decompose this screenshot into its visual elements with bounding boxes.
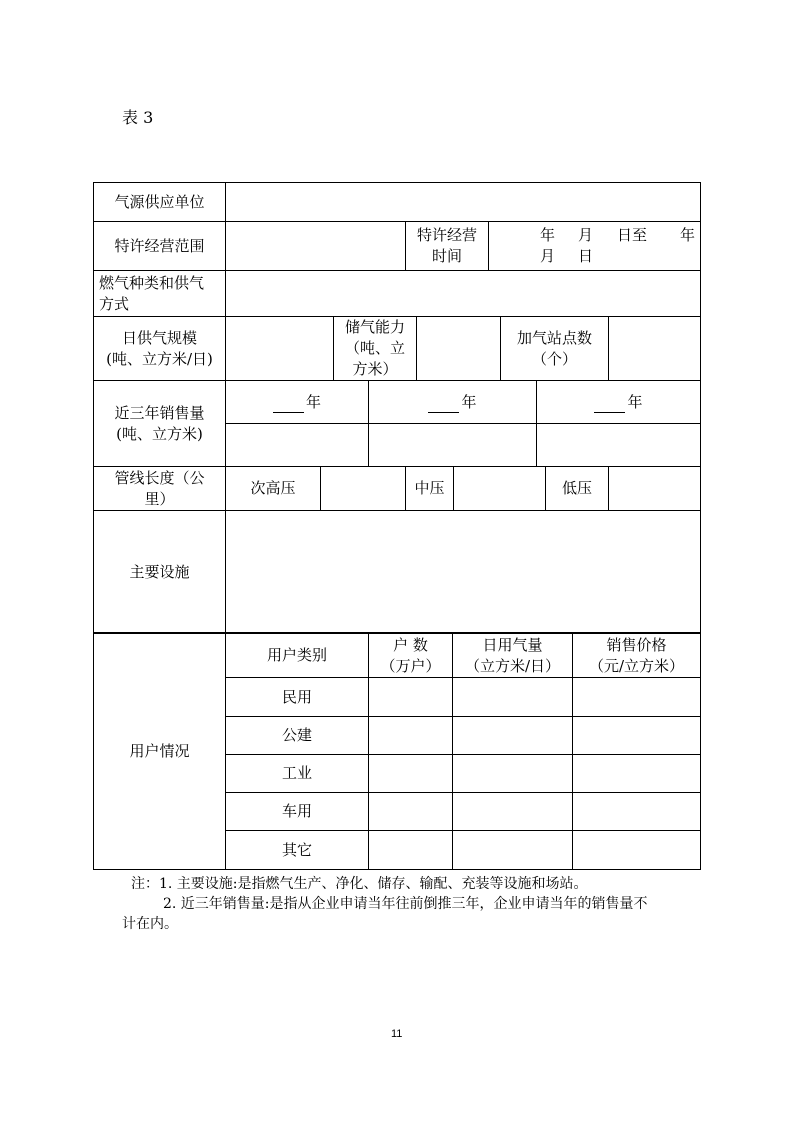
daily-gas-value-cell <box>452 792 573 831</box>
households-header-line: 户 数 <box>393 635 428 654</box>
storage-label-line: （吨、立 <box>344 339 405 357</box>
medium-pressure-value-cell <box>453 466 546 511</box>
price-value-cell <box>572 830 701 870</box>
storage-label-cell <box>333 316 417 381</box>
daily-gas-header-line: 日用气量 <box>482 635 543 654</box>
note-2-line: 2. 近三年销售量:是指从企业申请当年往前倒推三年，企业申请当年的销售量不 <box>163 896 648 912</box>
low-pressure-value-cell <box>608 466 701 511</box>
sales-year-cell <box>536 380 701 424</box>
low-pressure-label: 低压 <box>561 479 592 497</box>
user-category-label: 其它 <box>281 840 312 859</box>
daily-gas-value-cell <box>452 830 573 870</box>
franchise-scope-label-cell <box>93 221 226 271</box>
sub-high-pressure-label-cell <box>225 466 321 511</box>
franchise-scope-value-cell <box>225 221 406 271</box>
note-1: 注：1. 主要设施:是指燃气生产、净化、储存、输配、充装等设施和场站。 <box>131 876 588 892</box>
households-value-cell <box>368 754 453 793</box>
sales-year-cell <box>225 380 369 424</box>
gas-source-label-cell <box>93 182 226 222</box>
sales-label-line: (吨、立方米) <box>116 424 203 443</box>
pipeline-label-cell <box>93 466 226 511</box>
sales-label-line: 近三年销售量 <box>114 403 205 422</box>
period-year-start: 年 <box>540 226 556 244</box>
households-header-line: （万户） <box>380 656 441 675</box>
period-month-start: 月 <box>578 226 594 244</box>
section-divider <box>93 632 701 634</box>
user-category-label: 车用 <box>281 802 312 820</box>
franchise-period-label-line: 特许经营 <box>416 226 477 244</box>
year-blank-line <box>594 397 625 413</box>
facilities-label-cell <box>93 510 226 634</box>
households-header-cell <box>368 633 453 678</box>
user-category-cell <box>225 792 369 831</box>
sub-high-pressure-label: 次高压 <box>250 479 296 497</box>
period-day-end: 日 <box>578 247 594 265</box>
price-value-cell <box>572 677 701 717</box>
franchise-period-label-line: 时间 <box>431 247 462 265</box>
supply-mode-value-cell <box>225 270 701 317</box>
user-category-header: 用户类别 <box>266 646 327 664</box>
users-label-cell <box>93 633 226 870</box>
user-category-cell <box>225 754 369 793</box>
medium-pressure-label: 中压 <box>414 479 445 497</box>
pipeline-label-line: 管线长度（公 <box>114 468 205 487</box>
gas-source-value-cell <box>225 182 701 222</box>
sales-year-cell <box>368 380 537 424</box>
storage-label-line: 方米） <box>352 360 398 378</box>
supply-mode-label-line: 燃气种类和供气 <box>99 273 205 292</box>
period-day-start: 日至 <box>617 226 648 244</box>
households-value-cell <box>368 830 453 870</box>
low-pressure-label-cell <box>545 466 609 511</box>
sales-value-cell <box>368 423 537 467</box>
station-count-label-line: 加气站点数 <box>516 328 592 347</box>
franchise-period-value-cell <box>488 221 701 271</box>
facilities-value-cell <box>225 510 701 634</box>
page-number: 11 <box>391 1028 403 1040</box>
sales-value-cell <box>536 423 701 467</box>
daily-gas-value-cell <box>452 754 573 793</box>
user-category-cell <box>225 830 369 870</box>
storage-label-line: 储气能力 <box>344 318 405 336</box>
gas-source-label: 气源供应单位 <box>114 192 205 211</box>
table-caption: 表 3 <box>122 108 154 127</box>
price-header-line: （元/立方米） <box>588 656 685 675</box>
sales-year-label: 年 <box>305 392 321 411</box>
sub-high-pressure-value-cell <box>320 466 406 511</box>
users-label: 用户情况 <box>129 742 190 760</box>
daily-supply-label-line: (吨、立方米/日) <box>106 349 213 368</box>
franchise-period-label-cell <box>405 221 489 271</box>
user-category-label: 民用 <box>281 687 312 706</box>
daily-gas-header-line: （立方米/日） <box>464 656 561 675</box>
period-month-end: 月 <box>540 247 556 265</box>
station-count-label-line: （个） <box>531 349 577 368</box>
daily-gas-header-cell <box>452 633 573 678</box>
daily-supply-value-cell <box>225 316 334 381</box>
price-value-cell <box>572 754 701 793</box>
sales-value-cell <box>225 423 369 467</box>
daily-supply-label-cell <box>93 316 226 381</box>
user-category-cell <box>225 677 369 717</box>
sales-year-field <box>594 392 642 413</box>
supply-mode-label-cell <box>93 270 226 317</box>
facilities-label: 主要设施 <box>129 562 190 581</box>
user-category-header-cell <box>225 633 369 678</box>
price-header-cell <box>572 633 701 678</box>
medium-pressure-label-cell <box>405 466 454 511</box>
sales-year-label: 年 <box>627 392 643 411</box>
households-value-cell <box>368 716 453 755</box>
price-value-cell <box>572 792 701 831</box>
price-value-cell <box>572 716 701 755</box>
station-count-label-cell <box>500 316 609 381</box>
note-2-line: 计在内。 <box>122 916 178 932</box>
station-count-value-cell <box>608 316 701 381</box>
franchise-scope-label: 特许经营范围 <box>114 236 205 255</box>
year-blank-line <box>273 397 304 413</box>
households-value-cell <box>368 677 453 717</box>
user-category-label: 工业 <box>281 764 312 782</box>
period-year-end: 年 <box>680 226 696 244</box>
price-header-line: 销售价格 <box>606 635 667 654</box>
year-blank-line <box>428 397 459 413</box>
sales-year-field <box>428 392 476 413</box>
supply-mode-label-line: 方式 <box>99 294 130 313</box>
households-value-cell <box>368 792 453 831</box>
daily-gas-value-cell <box>452 677 573 717</box>
pipeline-label-line: 里） <box>144 489 175 508</box>
sales-label-cell <box>93 380 226 467</box>
storage-value-cell <box>416 316 501 381</box>
daily-gas-value-cell <box>452 716 573 755</box>
sales-year-field <box>273 392 321 413</box>
sales-year-label: 年 <box>461 392 477 411</box>
daily-supply-label-line: 日供气规模 <box>121 328 197 347</box>
user-category-cell <box>225 716 369 755</box>
user-category-label: 公建 <box>281 726 312 744</box>
